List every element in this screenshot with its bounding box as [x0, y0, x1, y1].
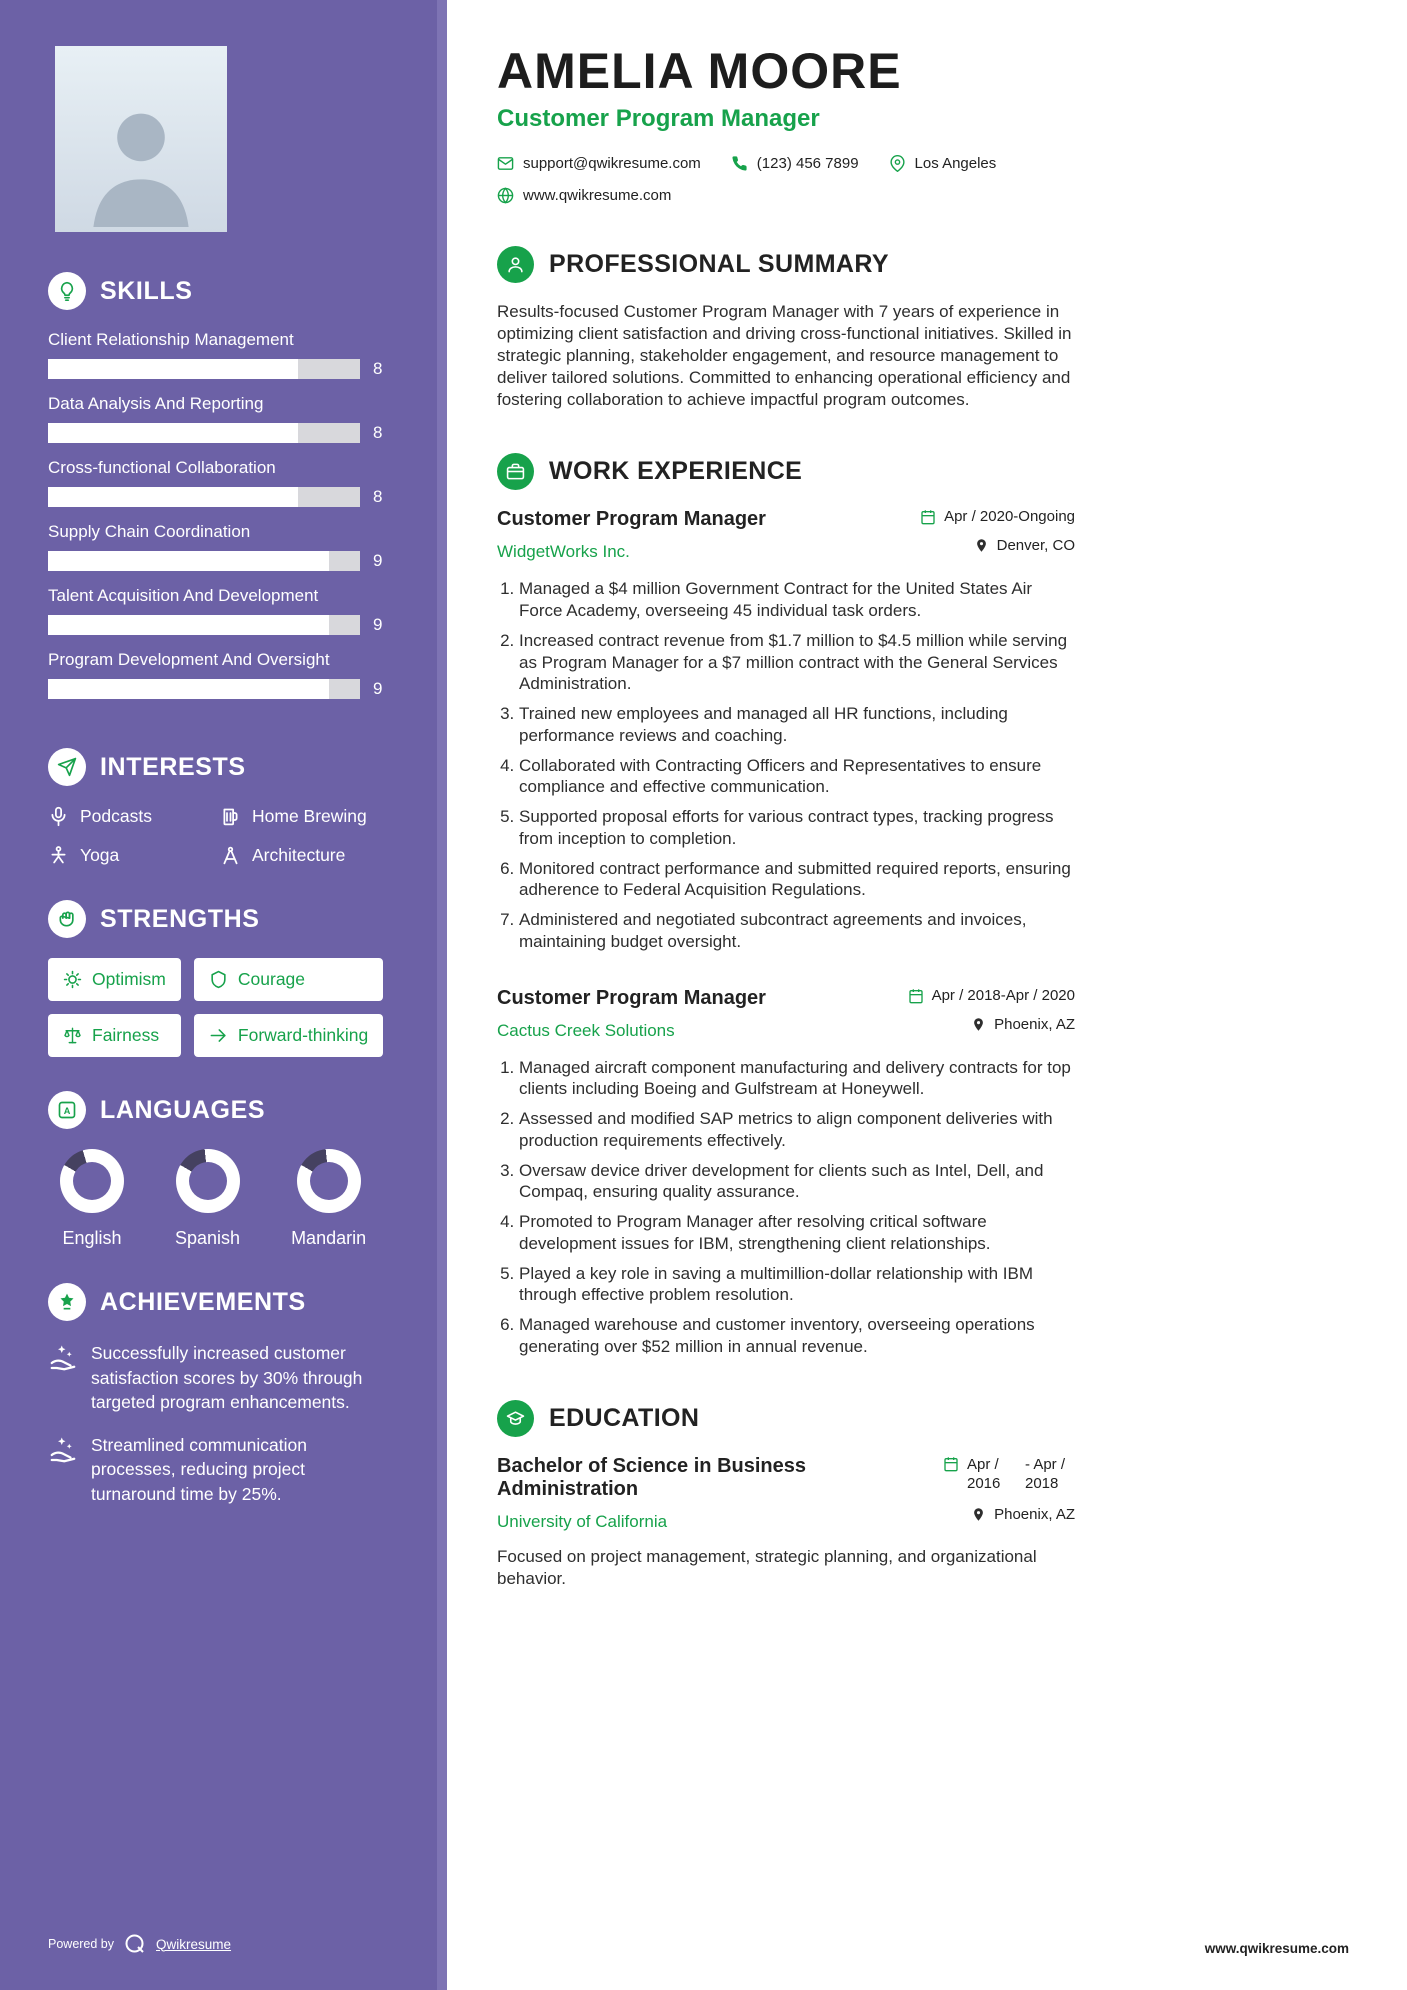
job-dates: Apr / 2018-Apr / 2020 [908, 987, 1075, 1004]
skill-label: Talent Acquisition And Development [48, 586, 319, 605]
interests-section [48, 748, 407, 866]
strength-item [194, 1014, 383, 1057]
skill-item [48, 394, 407, 443]
strength-item [48, 1014, 181, 1057]
achievements-section [48, 1283, 407, 1524]
qwikresume-brand-link[interactable]: Qwikresume [156, 1936, 232, 1952]
achievements-title: ACHIEVEMENTS [100, 1287, 306, 1316]
skill-bar [48, 551, 360, 571]
skills-icon [48, 272, 86, 310]
interest-label: Podcasts [80, 806, 152, 826]
skill-item [48, 522, 407, 571]
job-bullet: 2. Increased contract revenue from $1.7 million to $4.5 million while serving as Program Manager for a $7 million contract with the General Services Administration. [519, 630, 1075, 695]
language-donut [60, 1149, 124, 1213]
graduation-icon [497, 1400, 534, 1437]
skill-bar-fill [48, 359, 298, 379]
skill-bar-fill [48, 423, 298, 443]
summary-text: Results-focused Customer Program Manager with 7 years of experience in optimizing client satisfaction and driving cross-functional initiatives. Skilled in strategic planning, stakeholder engagement, and resource management to deliver tailored solutions. Committed to enhancing operational efficiency and fostering collaboration to achieve impactful program outcomes. [497, 302, 1072, 410]
drafting-compass-icon [220, 845, 241, 866]
footer-url: www.qwikresume.com [1204, 1941, 1349, 1956]
profile-photo [55, 46, 227, 232]
contact-phone [731, 155, 859, 172]
contact-block [497, 155, 1075, 204]
skill-label: Program Development And Oversight [48, 650, 330, 669]
skill-bar-fill [48, 551, 329, 571]
sun-icon [63, 970, 82, 989]
languages-title: LANGUAGES [100, 1095, 266, 1124]
calendar-icon [908, 988, 924, 1004]
skill-item [48, 586, 407, 635]
achievement-text: Streamlined communication processes, reducing project turnaround time by 25%. [91, 1434, 307, 1504]
envelope-icon [497, 155, 514, 172]
job-bullet: 6. Monitored contract performance and submitted required reports, ensuring adherence to Federal Acquisition Regulations. [519, 858, 1075, 902]
interest-label: Home Brewing [252, 806, 367, 826]
beer-mug-icon [220, 806, 241, 827]
skills-section [48, 272, 407, 714]
job-location: Denver, CO [974, 537, 1075, 554]
job-entry [497, 987, 1075, 1358]
skill-bar [48, 359, 360, 379]
map-pin-icon [971, 1507, 986, 1522]
contact-website[interactable] [497, 187, 671, 204]
interest-item [48, 845, 220, 866]
skill-label: Supply Chain Coordination [48, 522, 251, 541]
job-company: WidgetWorks Inc. [497, 542, 630, 562]
education-dates: Apr / 2016 - Apr / 2018 [943, 1455, 1075, 1494]
achievement-text: Successfully increased customer satisfaction scores by 30% through targeted program enhancements. [91, 1343, 363, 1412]
sidebar [0, 0, 447, 1990]
languages-section [48, 1091, 407, 1249]
powered-by-label: Powered by [48, 1937, 115, 1951]
education-section [497, 1400, 1075, 1590]
phone-text: (123) 456 7899 [756, 155, 859, 172]
person-icon [497, 246, 534, 283]
skill-bar-fill [48, 679, 329, 699]
interests-title: INTERESTS [100, 752, 246, 781]
job-location: Phoenix, AZ [971, 1016, 1075, 1033]
job-role: Customer Program Manager [497, 508, 766, 531]
job-bullet-list [497, 1057, 1075, 1358]
interest-label: Yoga [80, 845, 120, 865]
map-pin-icon [889, 155, 906, 172]
job-company: Cactus Creek Solutions [497, 1020, 675, 1040]
education-description: Focused on project management, strategic planning, and organizational behavior. [497, 1546, 1037, 1588]
job-bullet: 1. Managed a $4 million Government Contract for the United States Air Force Academy, overseeing 45 individual task orders. [519, 578, 1075, 622]
shield-icon [209, 970, 228, 989]
job-bullet: 2. Assessed and modified SAP metrics to align component deliveries with production requirements effectively. [519, 1108, 1075, 1152]
skill-score: 8 [373, 487, 383, 506]
experience-title: WORK EXPERIENCE [549, 457, 803, 486]
skills-title: SKILLS [100, 276, 193, 305]
strength-label: Fairness [92, 1025, 160, 1045]
skill-score: 9 [373, 615, 383, 634]
main-content [447, 0, 1407, 1990]
skill-bar [48, 615, 360, 635]
skill-bar-fill [48, 487, 298, 507]
language-item [60, 1149, 124, 1249]
language-donut [297, 1149, 361, 1213]
job-bullet: 7. Administered and negotiated subcontract agreements and invoices, maintaining budget oversight. [519, 909, 1075, 953]
education-title: EDUCATION [549, 1403, 700, 1432]
strength-label: Courage [237, 969, 306, 989]
language-item [291, 1149, 366, 1249]
language-label: Spanish [175, 1228, 241, 1248]
yoga-icon [48, 845, 69, 866]
map-pin-icon [974, 538, 989, 553]
powered-by [48, 1932, 407, 1956]
skill-score: 8 [373, 359, 383, 378]
hand-star-icon [48, 1343, 78, 1373]
strength-item [48, 958, 181, 1001]
skill-bar-fill [48, 615, 329, 635]
candidate-title: Customer Program Manager [497, 105, 820, 132]
calendar-icon [943, 1456, 959, 1472]
skill-item [48, 458, 407, 507]
interest-item [48, 806, 220, 827]
contact-location [889, 155, 997, 172]
job-dates: Apr / 2020-Ongoing [920, 508, 1075, 525]
strengths-section [48, 900, 407, 1057]
person-silhouette-icon [71, 82, 211, 232]
job-bullet-list [497, 578, 1075, 952]
job-bullet: 6. Managed warehouse and customer inventory, overseeing operations generating over $52 million in annual revenue. [519, 1314, 1075, 1358]
strengths-icon [48, 900, 86, 938]
contact-email[interactable] [497, 155, 701, 172]
education-location: Phoenix, AZ [971, 1506, 1075, 1523]
skill-score: 9 [373, 679, 383, 698]
achievement-item [48, 1341, 407, 1415]
interest-item [220, 806, 407, 827]
job-bullet: 4. Collaborated with Contracting Officers and Representatives to ensure compliance and effective communication. [519, 755, 1075, 799]
skill-bar [48, 423, 360, 443]
scales-icon [63, 1026, 82, 1045]
summary-title: PROFESSIONAL SUMMARY [549, 250, 889, 278]
skill-bar [48, 679, 360, 699]
education-degree: Bachelor of Science in Business Administration [497, 1454, 806, 1500]
job-bullet: 5. Played a key role in saving a multimillion-dollar relationship with IBM through effective problem resolution. [519, 1263, 1075, 1307]
language-label: Mandarin [291, 1228, 367, 1248]
skill-label: Data Analysis And Reporting [48, 394, 264, 413]
languages-icon [48, 1091, 86, 1129]
email-text: support@qwikresume.com [523, 155, 701, 172]
job-bullet: 1. Managed aircraft component manufacturing and delivery contracts for top clients including Boeing and Gulfstream at Honeywell. [519, 1057, 1075, 1101]
calendar-icon [920, 509, 936, 525]
achievements-icon [48, 1283, 86, 1321]
skill-score: 8 [373, 423, 383, 442]
website-text: www.qwikresume.com [523, 187, 672, 204]
interest-label: Architecture [252, 845, 346, 865]
language-item [175, 1149, 240, 1249]
education-school: University of California [497, 1511, 668, 1531]
globe-icon [497, 187, 514, 204]
candidate-name: AMELIA MOORE [497, 43, 902, 99]
skill-score: 9 [373, 551, 383, 570]
location-text: Los Angeles [914, 155, 997, 172]
language-donut [176, 1149, 240, 1213]
achievement-item [48, 1433, 407, 1507]
skill-item [48, 650, 407, 699]
language-label: English [62, 1228, 122, 1248]
skill-bar [48, 487, 360, 507]
strength-label: Optimism [92, 969, 166, 989]
skill-item [48, 330, 407, 379]
microphone-icon [48, 806, 69, 827]
job-bullet: 5. Supported proposal efforts for various contract types, tracking progress from inception to completion. [519, 806, 1075, 850]
job-bullet: 4. Promoted to Program Manager after resolving critical software development issues for IBM, strengthening client relationships. [519, 1211, 1075, 1255]
strength-label: Forward-thinking [237, 1025, 369, 1045]
job-role: Customer Program Manager [497, 986, 766, 1009]
map-pin-icon [971, 1017, 986, 1032]
summary-section [497, 246, 1075, 411]
phone-icon [731, 155, 748, 172]
hand-star-icon [48, 1435, 78, 1465]
strengths-title: STRENGTHS [100, 904, 260, 933]
interest-item [220, 845, 407, 866]
interests-icon [48, 748, 86, 786]
arrow-right-icon [209, 1026, 228, 1045]
job-bullet: 3. Trained new employees and managed all HR functions, including performance reviews and coaching. [519, 703, 1075, 747]
briefcase-icon [497, 453, 534, 490]
strength-item [194, 958, 383, 1001]
skill-label: Client Relationship Management [48, 330, 294, 349]
skill-label: Cross-functional Collaboration [48, 458, 276, 477]
job-entry [497, 508, 1075, 952]
job-bullet: 3. Oversaw device driver development for clients such as Intel, Dell, and Compaq, ensuring quality assurance. [519, 1160, 1075, 1204]
svg-text:A: A [63, 1105, 71, 1116]
qwikresume-logo-icon [123, 1932, 147, 1956]
experience-section [497, 453, 1075, 1357]
